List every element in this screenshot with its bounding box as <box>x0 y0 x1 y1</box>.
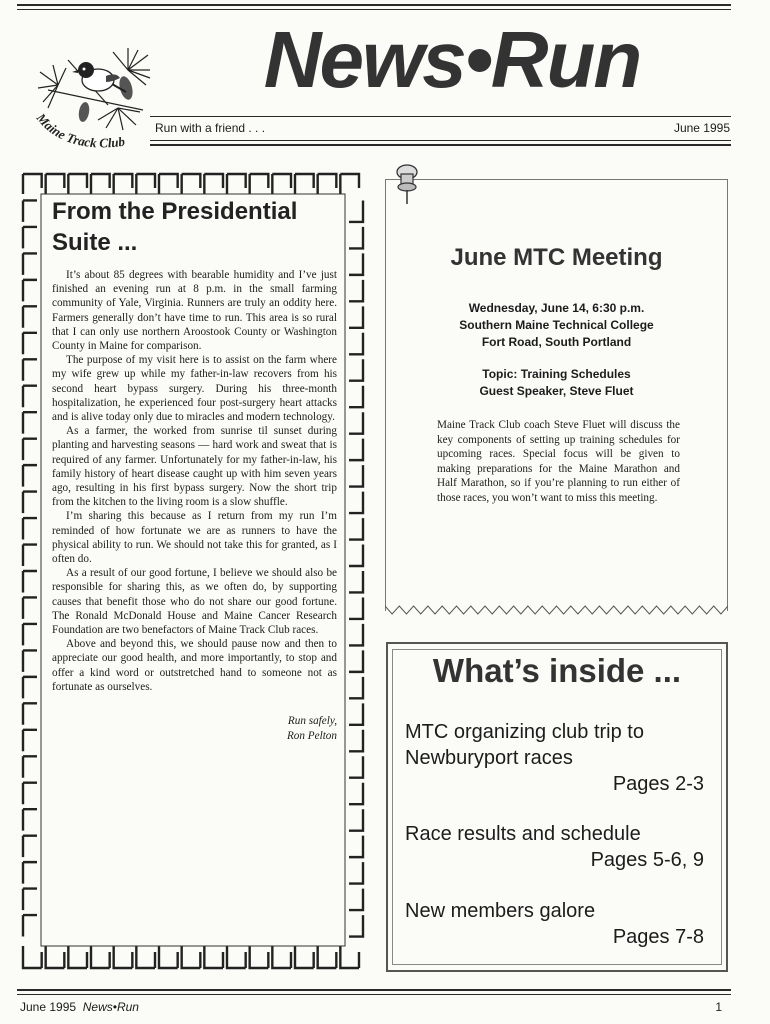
zigzag-edge <box>385 604 728 618</box>
inside-item-1-topic[interactable] <box>405 719 715 771</box>
meeting-venue: Southern Maine Technical College <box>459 318 654 332</box>
letter-paragraph: As a farmer, the worked from sunrise til sunset during planting and harvesting seasons — hard work and sweat that is required of any farmer. Unfortunately for my father-in-law, his family history of heart disease caught up with him seven years ago, resulting in his first bypass surgery. Now the short trip from the kitchen to the living room is a slow shuffle. <box>52 425 337 509</box>
president-letter-title <box>52 196 337 258</box>
president-title-line1: From the Presidential <box>52 198 298 225</box>
letter-paragraph: It’s about 85 degrees with bearable humidity and I’ve just finished an evening run at 8 p.m. in the small farming community of Yale, Virginia. Runners are truly an oddity here. Farmers generally don’t have time to run. This area is so rural that I can only use northern Aroostook County or Washington County in Maine for comparison. <box>52 269 337 353</box>
meeting-description: Maine Track Club coach Steve Fluet will discuss the key components of setting up training schedules for upcoming races. Special focus will be given to making preparations for the Maine Marathon and Half Marathon, so if you’re planning to run either of those races, you won’t want to miss this meeting. <box>437 419 680 504</box>
maine-track-club-logo <box>28 30 158 160</box>
inside-item-1-line2: Newburyport races <box>405 747 573 769</box>
footer-date <box>20 1000 139 1014</box>
footer-issue-date: June 1995 <box>20 1000 77 1014</box>
president-letter <box>40 194 337 946</box>
meeting-topic: Topic: Training Schedules <box>482 367 631 381</box>
club-name-text: Maine Track Club <box>33 110 126 151</box>
inside-item-3-pages[interactable]: Pages 7-8 <box>612 926 704 948</box>
issue-date: June 1995 <box>673 121 730 135</box>
page-number: 1 <box>715 1000 722 1014</box>
top-rule-thin <box>17 9 731 10</box>
inside-item-2-line1: Race results and schedule <box>405 823 641 845</box>
signoff-name: Ron Pelton <box>286 730 337 743</box>
meeting-address: Fort Road, South Portland <box>481 335 632 349</box>
tagline: Run with a friend . . . <box>155 121 266 135</box>
footer-rule-thin <box>17 994 731 995</box>
footer-publication: News•Run <box>82 1000 139 1014</box>
president-title-line2: Suite ... <box>52 229 138 256</box>
signoff <box>52 714 337 744</box>
inside-item-2-pages[interactable]: Pages 5-6, 9 <box>590 849 704 871</box>
push-pin-icon <box>392 162 422 206</box>
masthead-rule-lower <box>150 140 731 141</box>
masthead-title: News•Run <box>263 15 641 104</box>
top-rule <box>17 4 731 6</box>
inside-item-3-topic[interactable] <box>405 898 715 924</box>
meeting-title: June MTC Meeting <box>450 244 663 271</box>
inside-item-1-line1: MTC organizing club trip to <box>405 721 644 743</box>
letter-paragraph: Above and beyond this, we should pause now and then to appreciate our good health, and more importantly, to stop and offer a kind word or outstretched hand to someone not as fortunate as ourselves. <box>52 638 337 693</box>
signoff-line1: Run safely, <box>287 715 337 728</box>
footer-rule <box>17 989 731 991</box>
masthead-rule-upper <box>150 116 731 117</box>
whats-inside-title: What’s inside ... <box>432 652 682 689</box>
meeting-speaker: Guest Speaker, Steve Fluet <box>479 384 634 398</box>
president-letter-body <box>52 268 337 744</box>
letter-paragraph: I’m sharing this because as I return from my run I’m reminded of how fortunate we are as runners to have the physical ability to run. We should not take this for granted, as I often do. <box>52 510 337 566</box>
meeting-when: Wednesday, June 14, 6:30 p.m. <box>468 301 645 315</box>
inside-item-2-topic[interactable] <box>405 821 715 847</box>
letter-paragraph: As a result of our good fortune, I believe we should also be responsible for sharing this, as we often do, by supporting causes that benefit those who do not share our good fortune. The Ronald McDonald House and Maine Cancer Research Foundation are two benefactors of Maine Track Club races. <box>52 567 337 637</box>
inside-item-1-pages[interactable]: Pages 2-3 <box>612 773 704 795</box>
inside-item-3-line1: New members galore <box>405 900 596 922</box>
letter-paragraph: The purpose of my visit here is to assist on the farm where my wife grew up while my father-in-law recovers from his second heart bypass surgery. During his three-month hospitalization, he experienced four post-surgery heart attacks and is alive today only due to miracles and modern technology. <box>52 354 337 424</box>
masthead-rule-lower-thick <box>150 144 731 146</box>
